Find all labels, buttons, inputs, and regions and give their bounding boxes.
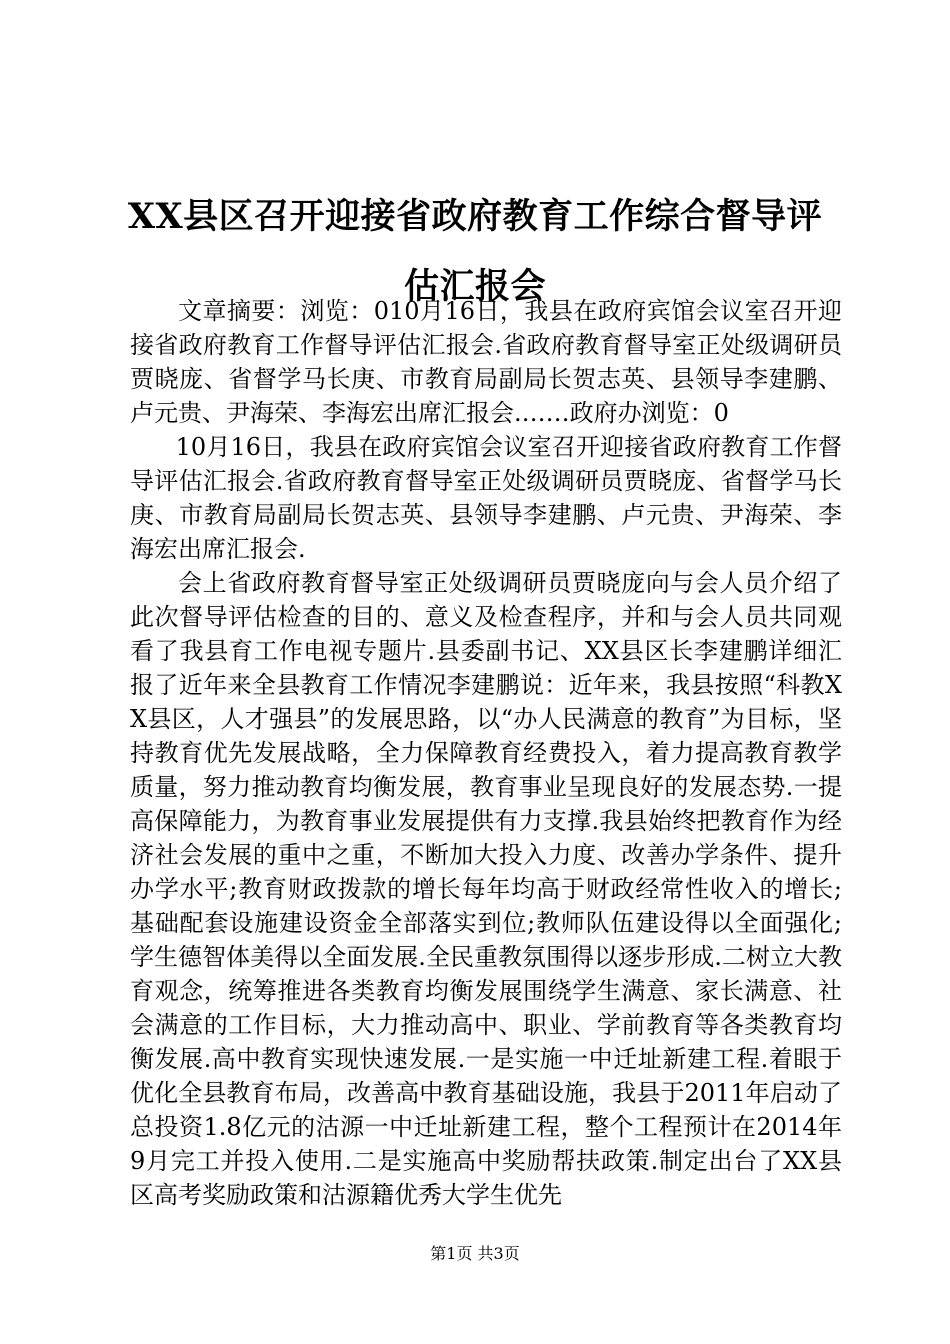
title-line-2: 估汇报会 [403,266,546,307]
title-line-1: XX县区召开迎接省政府教育工作综合督导评 [127,196,823,237]
page-footer: 第1页 共3页 [430,1244,520,1263]
document-body [130,294,842,1212]
paragraph-abstract: 文章摘要：浏览：010月16日，我县在政府宾馆会议室召开迎接省政府教育工作督导评估汇报会.省政府教育督导室正处级调研员贾晓庞、省督学马长庚、市教育局副局长贺志英、县领导李建鹏、卢元贵、尹海荣、李海宏出席汇报会.……政府办浏览：0 [130,297,842,427]
paragraph-main: 会上省政府教育督导室正处级调研员贾晓庞向与会人员介绍了此次督导评估检查的目的、意义及检查程序，并和与会人员共同观看了我县育工作电视专题片.县委副书记、XX县区长李建鹏详细汇报了近年来全县教育工作情况李建鹏说：近年来，我县按照“科教XX县区，人才强县”的发展思路，以“办人民满意的教育”为目标，坚持教育优先发展战略，全力保障教育经费投入，着力提高教育教学质量，努力推动教育均衡发展，教育事业呈现良好的发展态势.一提高保障能力，为教育事业发展提供有力支撑.我县始终把教育作为经济社会发展的重中之重，不断加大投入力度、改善办学条件、提升办学水平;教育财政拨款的增长每年均高于财政经常性收入的增长;基础配套设施建设资金全部落实到位;教师队伍建设得以全面强化;学生德智体美得以全面发展.全民重教氛围得以逐步形成.二树立大教育观念，统筹推进各类教育均衡发展围绕学生满意、家长满意、社会满意的工作目标，大力推动高中、职业、学前教育等各类教育均衡发展.高中教育实现快速发展.一是实施一中迁址新建工程.着眼于优化全县教育布局，改善高中教育基础设施，我县于2011年启动了总投资1.8亿元的沽源一中迁址新建工程，整个工程预计在2014年9月完工并投入使用.二是实施高中奖励帮扶政策.制定出台了XX县区高考奖励政策和沽源籍优秀大学生优先 [130,569,842,1209]
paragraph-intro: 10月16日，我县在政府宾馆会议室召开迎接省政府教育工作督导评估汇报会.省政府教育督导室正处级调研员贾晓庞、省督学马长庚、市教育局副局长贺志英、县领导李建鹏、卢元贵、尹海荣、李海宏出席汇报会. [130,433,842,563]
